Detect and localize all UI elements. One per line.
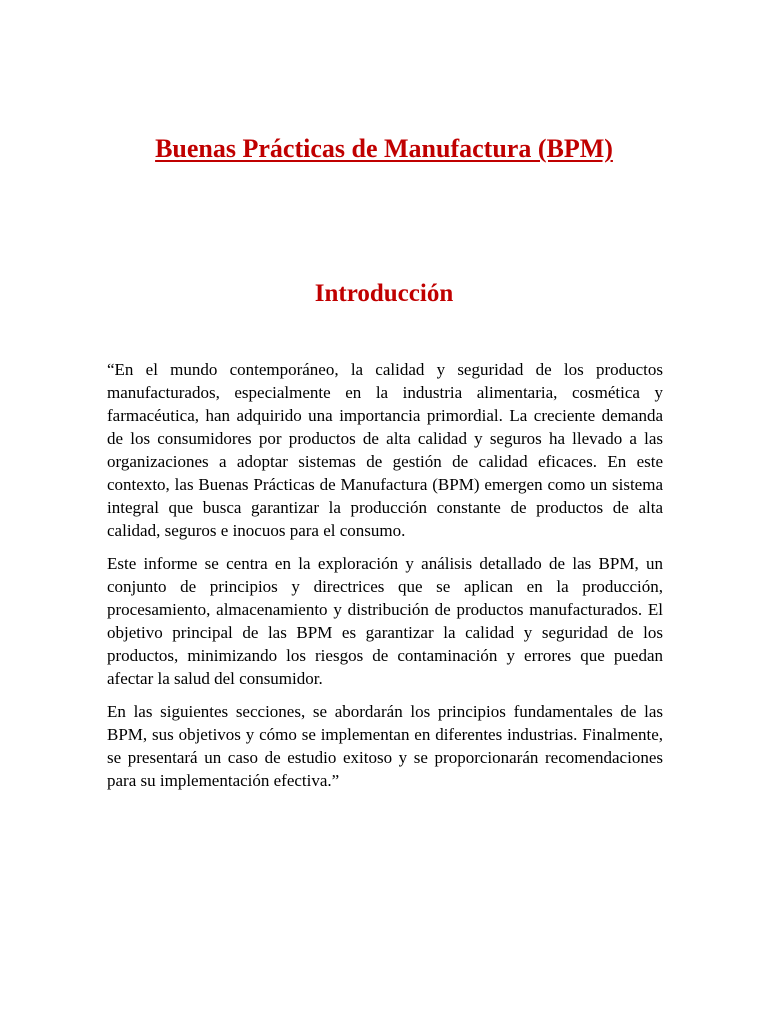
- paragraph-next-sections: En las siguientes secciones, se abordarán los principios fundamentales de las BPM, sus objetivos y cómo se implementan en diferentes industrias. Finalmente, se presentará un caso de estudio exitoso y se proporcionarán recomendaciones para su implementación efectiva.”: [107, 702, 663, 790]
- paragraph-report-focus: Este informe se centra en la exploración y análisis detallado de las BPM, un conjunto de principios y directrices que se aplican en la producción, procesamiento, almacenamiento y distribución de productos manufacturados. El objetivo principal de las BPM es garantizar la calidad y seguridad de los productos, minimizando los riesgos de contaminación y errores que puedan afectar la salud del consumidor.: [107, 554, 663, 688]
- paragraph-intro: “En el mundo contemporáneo, la calidad y seguridad de los productos manufacturados, especialmente en la industria alimentaria, cosmética y farmacéutica, han adquirido una importancia primordial. La creciente demanda de los consumidores por productos de alta calidad y seguros ha llevado a las organizaciones a adoptar sistemas de gestión de calidad eficaces. En este contexto, las Buenas Prácticas de Manufactura (BPM) emergen como un sistema integral que busca garantizar la producción constante de productos de alta calidad, seguros e inocuos para el consumo.: [107, 360, 663, 540]
- section-heading: Introducción: [314, 280, 454, 307]
- document-title: Buenas Prácticas de Manufactura (BPM): [155, 134, 613, 163]
- body-text: [107, 358, 663, 802]
